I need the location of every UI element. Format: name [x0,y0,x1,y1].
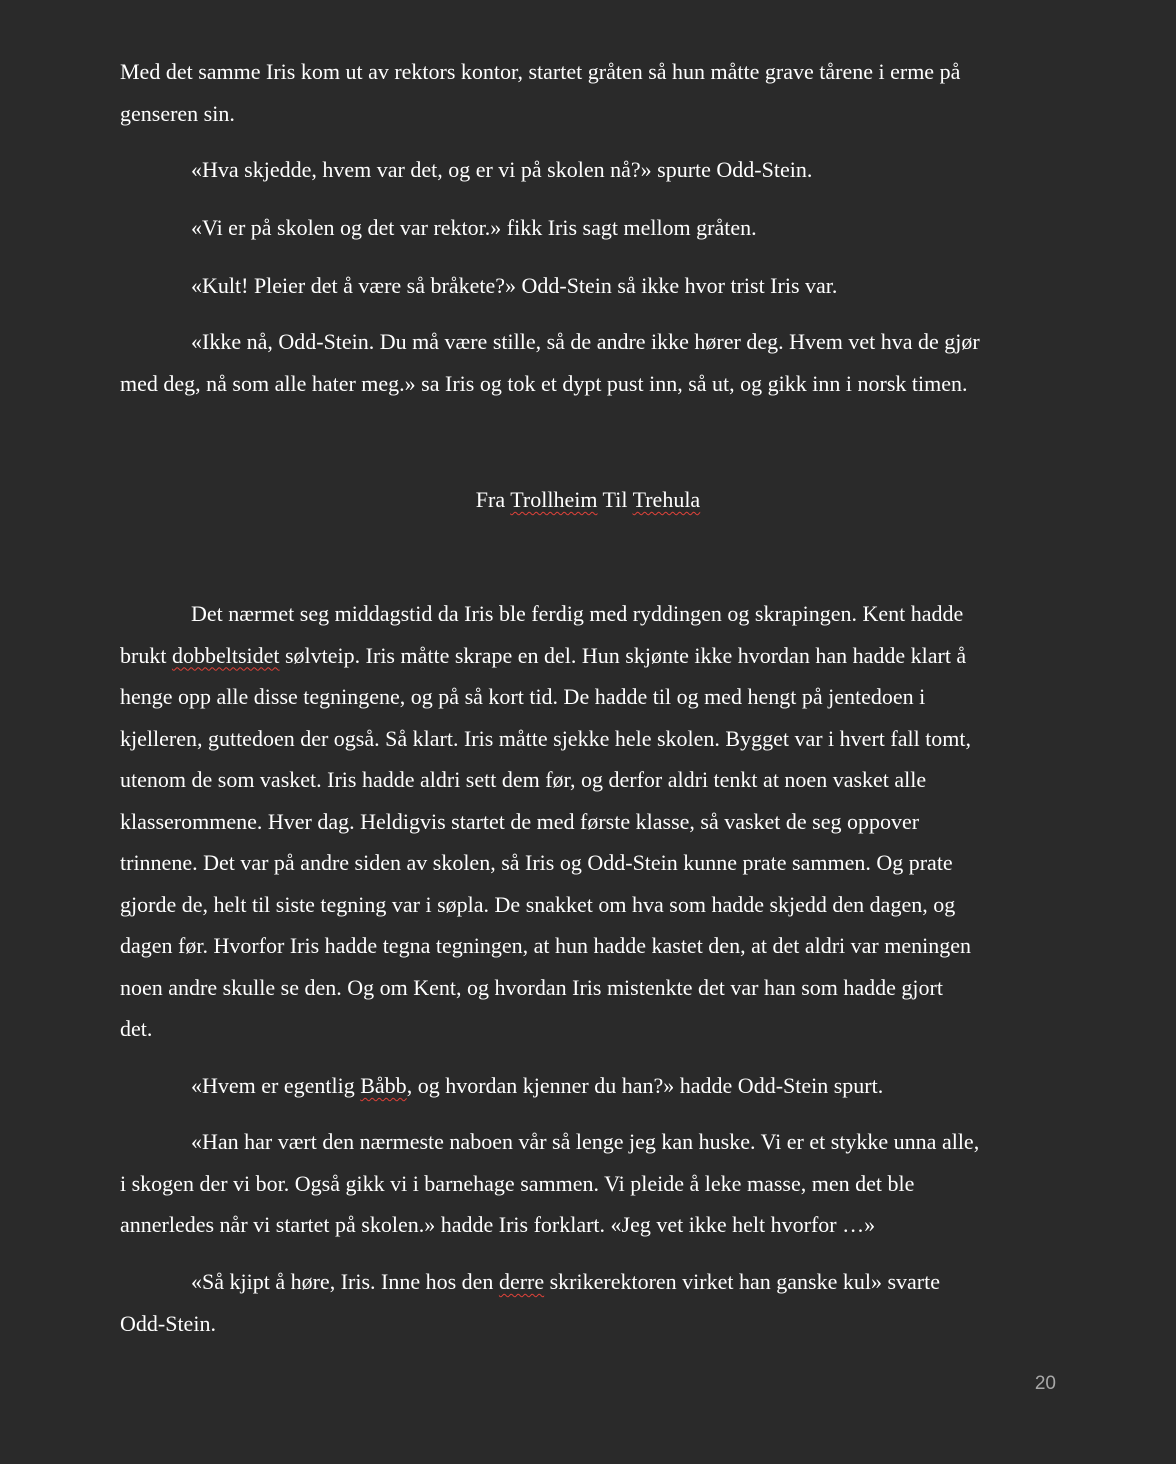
text-line: gjorde de, helt til siste tegning var i søpla. De snakket om hva som hadde skjedd den dagen, og [120,891,956,917]
text-line: genseren sin. [120,100,235,126]
text-line [120,1065,1060,1107]
text-segment: «Så kjipt å høre, Iris. Inne hos den [191,1269,499,1294]
text-line [120,1261,1060,1303]
spellcheck-word: dobbeltsidet [171,642,280,668]
text-segment: «Hvem er egentlig [191,1073,361,1098]
text-line [120,635,1060,677]
paragraph-9 [120,1261,1060,1344]
page-number: 20 [1034,1373,1056,1394]
paragraph-1 [120,51,1060,134]
text-line: klasserommene. Hver dag. Heldigvis startet de med første klasse, så vasket de seg oppover [120,808,920,834]
text-line: Det nærmet seg middagstid da Iris ble ferdig med ryddingen og skrapingen. Kent hadde [191,601,964,626]
text-line: i skogen der vi bor. Også gikk vi i barnehage sammen. Vi pleide å leke masse, men det ble [120,1170,915,1196]
chapter-heading [0,482,1176,518]
paragraph-6 [120,593,1060,1050]
spellcheck-word: Trollheim [510,487,598,512]
text-line: kjelleren, guttedoen der også. Så klart. Iris måtte sjekke hele skolen. Bygget var i hvert fall tomt, [120,725,972,751]
text-line: dagen før. Hvorfor Iris hadde tegna tegningen, at hun hadde kastet den, at det aldri var meningen [120,933,971,958]
text-line: «Han har vært den nærmeste naboen vår så lenge jeg kan huske. Vi er et stykke unna alle, [191,1129,980,1154]
spellcheck-word: Trehula [632,487,701,512]
text-segment: skrikerektoren virket han ganske kul» svarte [544,1269,940,1294]
paragraph-4 [120,265,1060,307]
text-line: Med det samme Iris kom ut av rektors kontor, startet gråten så hun måtte grave tårene i erme på [120,59,961,84]
text-line: «Vi er på skolen og det var rektor.» fikk Iris sagt mellom gråten. [191,215,757,240]
text-line: «Hva skjedde, hvem var det, og er vi på skolen nå?» spurte Odd-Stein. [191,157,813,182]
heading-text: Til [597,487,633,512]
text-line: noen andre skulle se den. Og om Kent, og hvordan Iris mistenkte det var han som hadde gjort [120,974,943,1000]
text-line: «Ikke nå, Odd-Stein. Du må være stille, så de andre ikke hører deg. Hvem vet hva de gjør [191,329,980,354]
text-line: med deg, nå som alle hater meg.» sa Iris og tok et dypt pust inn, så ut, og gikk inn i norsk timen. [120,370,968,396]
text-line: trinnene. Det var på andre siden av skolen, så Iris og Odd-Stein kunne prate sammen. Og prate [120,850,953,875]
text-segment: brukt [120,642,172,668]
text-line: Odd-Stein. [120,1310,216,1336]
paragraph-7 [120,1065,1060,1107]
paragraph-3 [120,207,1060,249]
text-line: «Kult! Pleier det å være så bråkete?» Odd-Stein så ikke hvor trist Iris var. [191,273,838,298]
text-line: annerledes når vi startet på skolen.» hadde Iris forklart. «Jeg vet ikke helt hvorfor …» [120,1212,876,1237]
text-segment: , og hvordan kjenner du han?» hadde Odd-Stein spurt. [406,1073,884,1098]
text-line: utenom de som vasket. Iris hadde aldri sett dem før, og derfor aldri tenkt at noen vasket alle [120,767,927,792]
spellcheck-word: derre [498,1269,545,1294]
paragraph-8 [120,1121,1060,1246]
text-line: henge opp alle disse tegningene, og på så kort tid. De hadde til og med hengt på jentedoen i [120,684,926,709]
heading-text: Fra [475,487,511,512]
paragraph-5 [120,321,1060,404]
text-segment: sølvteip. Iris måtte skrape en del. Hun skjønte ikke hvordan han hadde klart å [279,642,967,668]
spellcheck-word: Båbb [360,1073,407,1098]
paragraph-2 [120,149,1060,191]
text-line: det. [120,1016,153,1041]
